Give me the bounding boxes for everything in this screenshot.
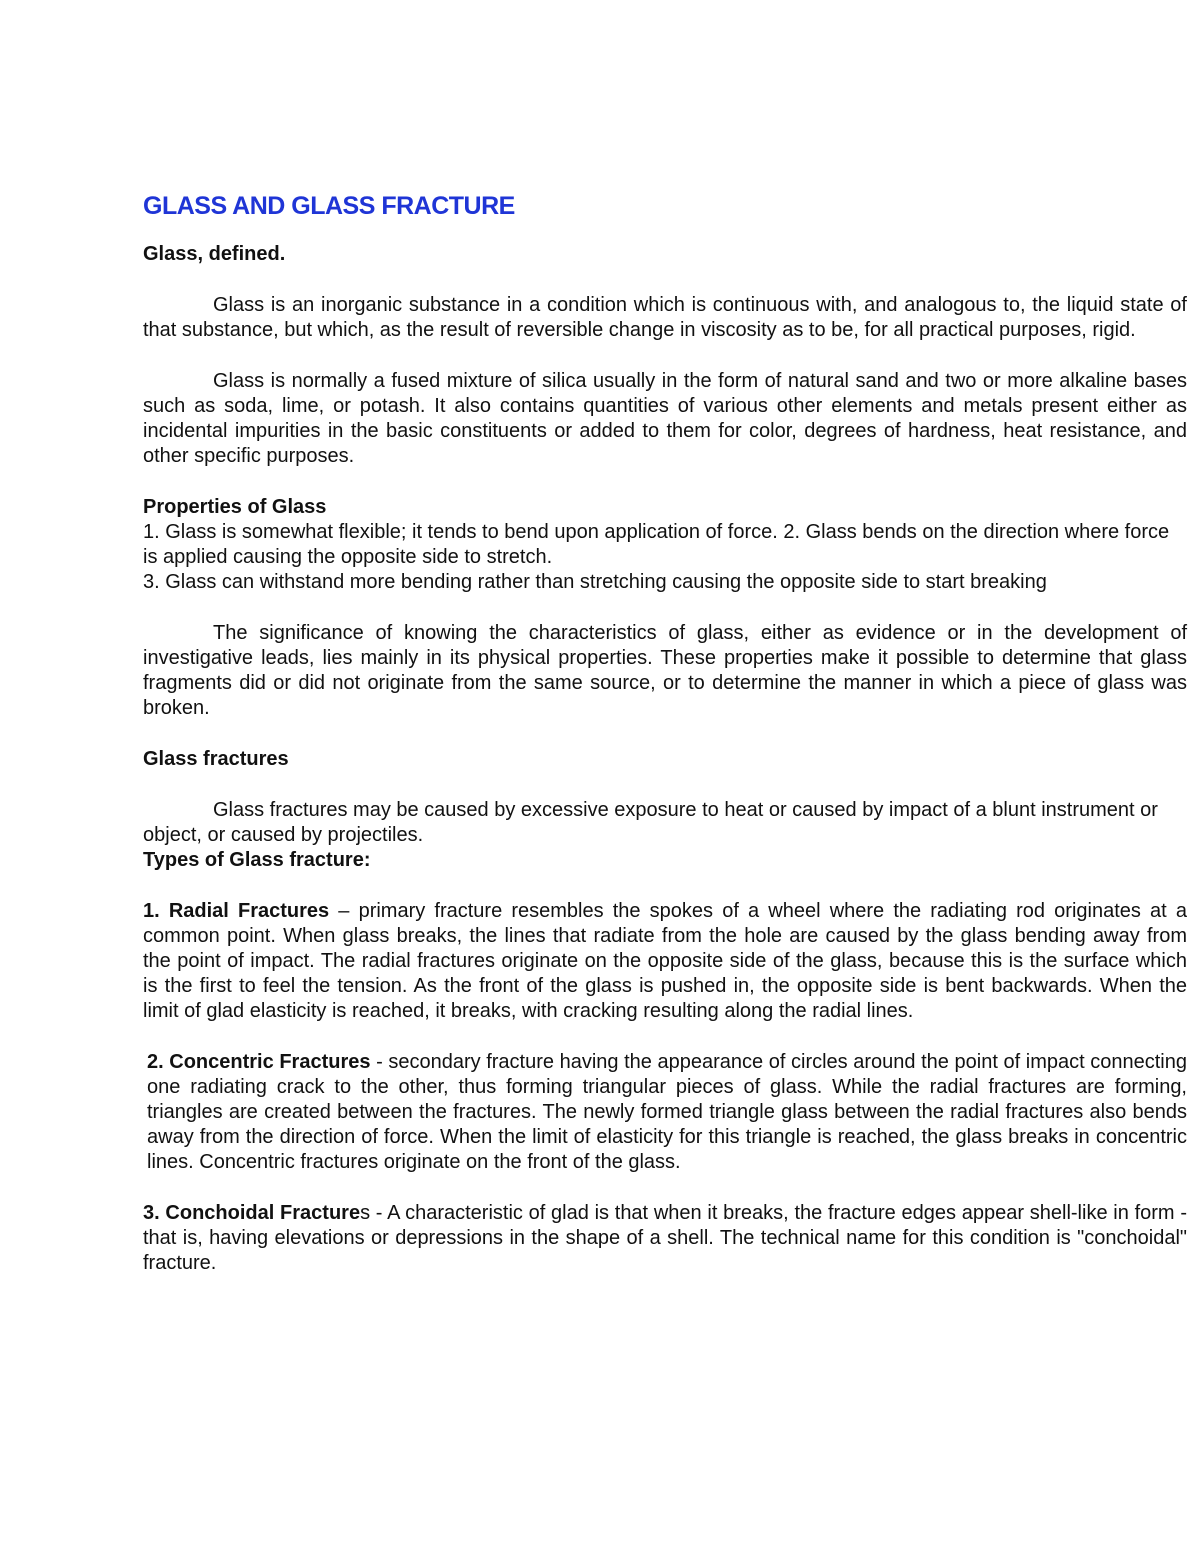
item-radial-fractures <box>143 899 1187 1024</box>
concentric-text: - secondary fracture having the appearance of circles around the point of impact connecting one radiating crack to the other, thus forming triangular pieces of glass. While the radial fractures are forming, triangles are created between the fractures. The newly formed triangle glass between the radial fractures also bends away from the direction of force. When the limit of elasticity for this triangle is reached, the glass breaks in concentric lines. Concentric fractures originate on the front of the glass. <box>147 1051 1187 1173</box>
conchoidal-label-tail: s <box>360 1202 371 1224</box>
properties-line-2: 3. Glass can withstand more bending rather than stretching causing the opposite side to start breaking <box>143 571 1047 593</box>
document-page <box>143 188 1187 1276</box>
conchoidal-text: - A characteristic of glad is that when it breaks, the fracture edges appear shell-like in form - that is, having elevations or depressions in the shape of a shell. The technical name for this condition is "conchoidal" fracture. <box>143 1202 1187 1274</box>
document-title: GLASS AND GLASS FRACTURE <box>143 192 515 220</box>
paragraph-composition: Glass is normally a fused mixture of silica usually in the form of natural sand and two or more alkaline bases such as soda, lime, or potash. It also contains quantities of various other elements and metals present either as incidental impurities in the basic constituents or added to them for color, degrees of hardness, heat resistance, and other specific purposes. <box>143 370 1187 467</box>
radial-text: – primary fracture resembles the spokes of a wheel where the radiating rod originates at a common point. When glass breaks, the lines that radiate from the hole are caused by the glass bending away from the point of impact. The radial fractures originate on the opposite side of the glass, because this is the surface which is the first to feel the tension. As the front of the glass is pushed in, the opposite side is bent backwards. When the limit of glad elasticity is reached, it breaks, with cracking resulting along the radial lines. <box>143 900 1187 1022</box>
radial-label: 1. Radial Fractures <box>143 900 330 922</box>
paragraph-significance: The significance of knowing the characteristics of glass, either as evidence or in the development of investigative leads, lies mainly in its physical properties. These properties make it possible to determine that glass fragments did or did not originate from the same source, or to determine the manner in which a piece of glass was broken. <box>143 622 1187 719</box>
paragraph-definition: Glass is an inorganic substance in a condition which is continuous with, and analogous to, the liquid state of that substance, but which, as the result of reversible change in viscosity as to be, for all practical purposes, rigid. <box>143 294 1187 341</box>
heading-glass-defined: Glass, defined. <box>143 243 286 265</box>
heading-properties: Properties of Glass <box>143 496 327 518</box>
item-conchoidal-fractures <box>143 1201 1187 1276</box>
heading-types-of-fracture: Types of Glass fracture: <box>143 849 371 871</box>
properties-line-1: 1. Glass is somewhat flexible; it tends to bend upon application of force. 2. Glass bends on the direction where force is applied causing the opposite side to stretch. <box>143 521 1170 568</box>
paragraph-fracture-causes: Glass fractures may be caused by excessive exposure to heat or caused by impact of a blunt instrument or object, or caused by projectiles. <box>143 799 1158 846</box>
item-concentric-fractures <box>143 1050 1187 1175</box>
conchoidal-label: 3. Conchoidal Fracture <box>143 1202 361 1224</box>
concentric-label: 2. Concentric Fractures <box>147 1051 371 1073</box>
heading-glass-fractures: Glass fractures <box>143 748 289 770</box>
